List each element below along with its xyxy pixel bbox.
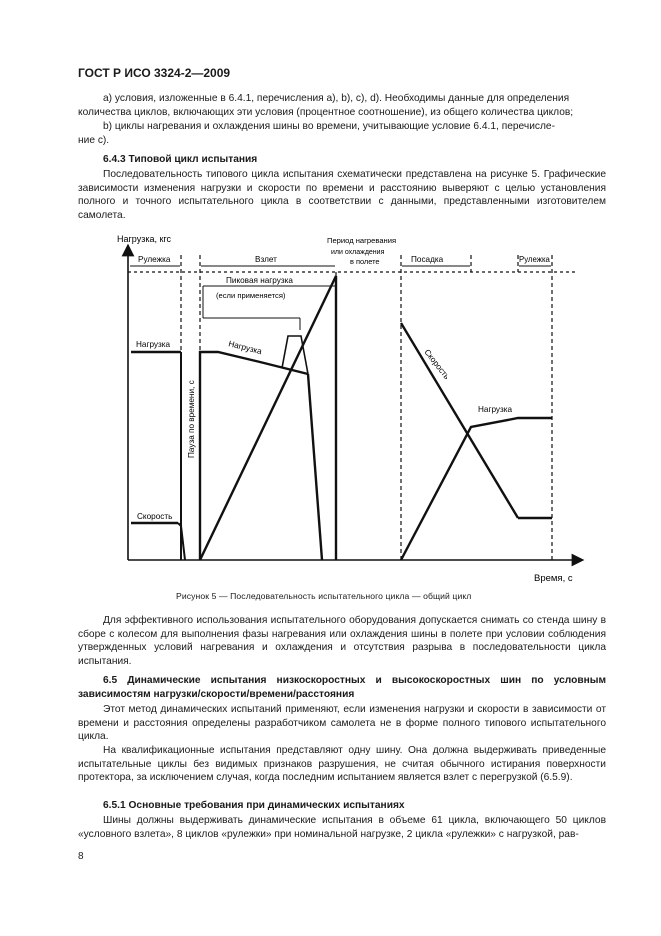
section-heading-6-4-3: 6.4.3 Типовой цикл испытания xyxy=(103,154,258,165)
pause-label: Пауза по времени, с xyxy=(187,380,196,458)
phase-label-takeoff: Взлет xyxy=(255,255,277,264)
phase-label-inflight-2: или охлаждения xyxy=(331,249,385,256)
load-left-label: Нагрузка xyxy=(136,340,171,349)
speed-curve-label: Скорость xyxy=(422,347,452,382)
section-6-5-paragraph-2: На квалификационные испытания представляют одну шину. Она должна выдерживать приведенные испытательные циклы без видимых признаков разрушения, не считая обычного истирания поверхности протектора, за исключением случая, когда последним испытанием является взлет с перегрузкой (6.5.9). xyxy=(78,745,606,784)
page-number: 8 xyxy=(78,851,84,862)
peak-load-label-2: (если применяется) xyxy=(216,291,286,300)
item-b-line-1: b) циклы нагревания и охлаждения шины во времени, учитывающие условие 6.4.1, перечисле- xyxy=(103,121,555,132)
peak-load-label-1: Пиковая нагрузка xyxy=(226,276,293,285)
section-heading-6-5-1: 6.5.1 Основные требования при динамических испытаниях xyxy=(103,800,405,811)
load-right-label: Нагрузка xyxy=(478,405,513,414)
x-axis-label: Время, с xyxy=(534,573,573,584)
item-a-line-2: количества циклов, включающих эти условия (процентное соотношение), из общего количества циклов; xyxy=(78,107,574,118)
item-a-line-1: а) условия, изложенные в 6.4.1, перечисления а), b), c), d). Необходимы данные для определения xyxy=(103,93,570,104)
phase-label-inflight-3: в полете xyxy=(350,257,380,266)
section-6-5-1-paragraph: Шины должны выдерживать динамические испытания в объеме 61 цикла, включающего 50 циклов «условного взлета», 8 циклов «рулежки» при номинальной нагрузке, 2 цикла «рулежки» с нагрузкой, рав- xyxy=(78,815,606,840)
phase-label-taxi-1: Рулежка xyxy=(138,255,171,264)
phase-label-inflight-1: Период нагревания xyxy=(327,236,397,245)
section-heading-6-5: 6.5 Динамические испытания низкоскоростных и высокоскоростных шин по условным зависимостям нагрузки/скорости/времени/расстояния xyxy=(78,675,606,700)
y-axis-label: Нагрузка, кгс xyxy=(117,234,171,244)
section-6-4-3-paragraph: Последовательность типового цикла испытания схематически представлена на рисунке 5. Графические зависимости изменения нагрузки и скорости по времени и расстоянию выверяют с целью установления полного и точного испытательного цикла в соответствии с данными, представленными изготовителем самолета. xyxy=(78,169,606,221)
item-b-line-2: ние с). xyxy=(78,135,110,146)
document-header: ГОСТ Р ИСО 3324-2—2009 xyxy=(78,66,231,80)
after-figure-paragraph: Для эффективного использования испытательного оборудования допускается снимать со стенда шину в сборе с колесом для выполнения фазы нагревания или охлаждения шины в полете при условии соблюдения утвержденных условий нагревания и охлаждения и отсутствия разрыва в последовательности цикла испытания. xyxy=(78,615,606,667)
load-curve-label: Нагрузка xyxy=(227,339,263,357)
phase-label-landing: Посадка xyxy=(411,255,444,264)
section-6-5-paragraph-1: Этот метод динамических испытаний применяют, если изменения нагрузки и скорости в зависимости от времени и расстояния определены разработчиком самолета не в форме полного типового испытательного цикла. xyxy=(78,704,606,743)
figure-5-caption: Рисунок 5 — Последовательность испытательного цикла — общий цикл xyxy=(176,591,472,601)
speed-left-label: Скорость xyxy=(137,512,173,521)
phase-label-taxi-2: Рулежка xyxy=(519,255,550,264)
